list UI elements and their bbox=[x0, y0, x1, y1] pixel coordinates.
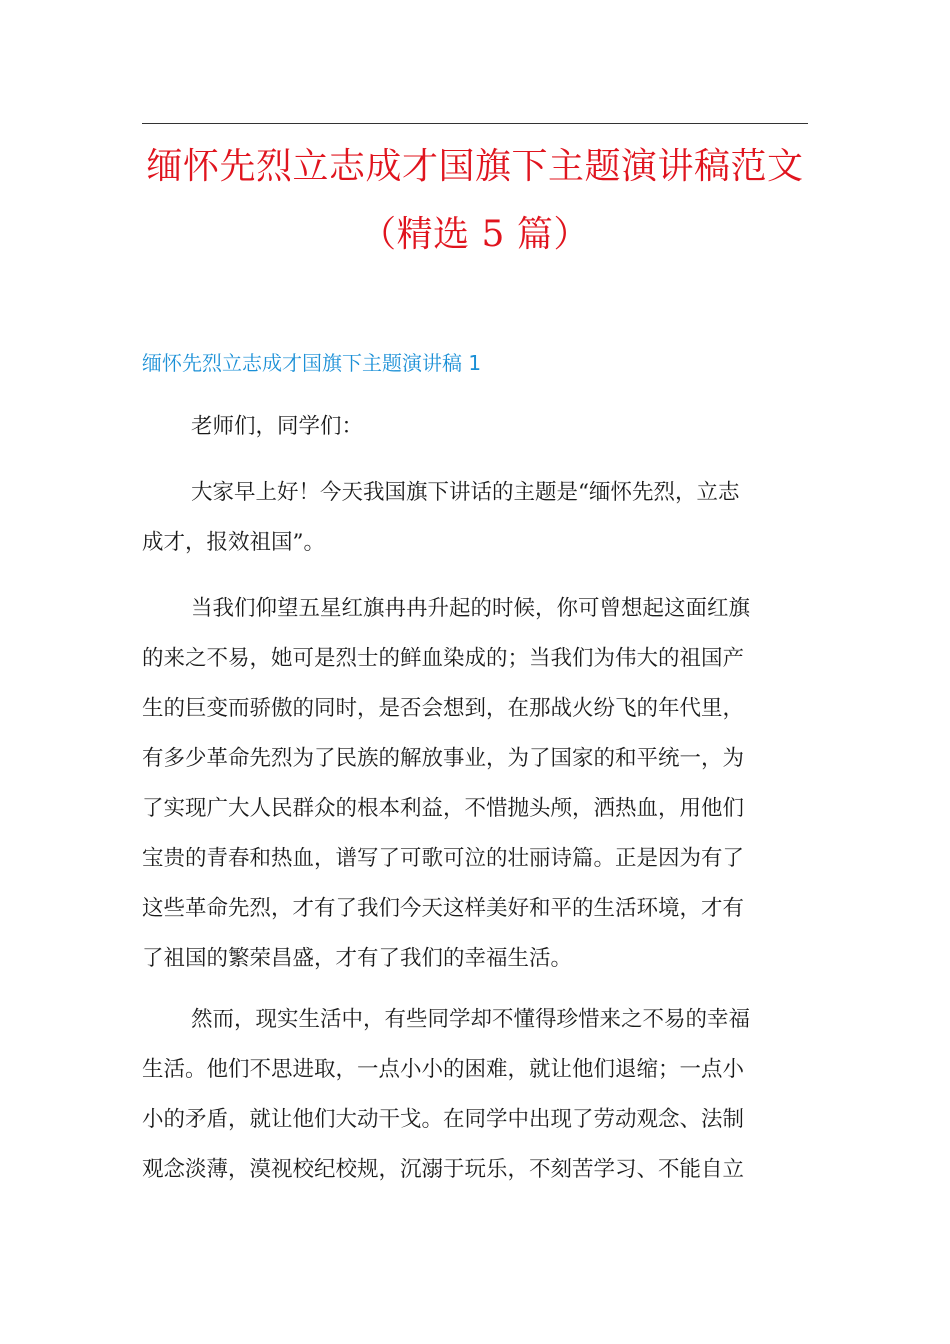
paragraph-line: 小的矛盾，就让他们大动干戈。在同学中出现了劳动观念、法制 bbox=[142, 1107, 745, 1132]
paragraph-martyrs bbox=[142, 584, 812, 984]
paragraph-line: 当我们仰望五星红旗冉冉升起的时候，你可曾想起这面红旗 bbox=[191, 596, 751, 621]
document-title-line-2: （精选 5 篇） bbox=[360, 214, 590, 255]
paragraph-line: 这些革命先烈，才有了我们今天这样美好和平的生活环境，才有 bbox=[142, 896, 745, 921]
paragraph-topic bbox=[142, 468, 812, 568]
paragraph-line: 大家早上好！今天我国旗下讲话的主题是“缅怀先烈，立志 bbox=[191, 480, 740, 505]
section-heading: 缅怀先烈立志成才国旗下主题演讲稿 1 bbox=[142, 351, 482, 375]
paragraph-line: 了实现广大人民群众的根本利益，不惜抛头颅，洒热血，用他们 bbox=[142, 796, 745, 821]
paragraph-line: 宝贵的青春和热血，谱写了可歌可泣的壮丽诗篇。正是因为有了 bbox=[142, 846, 745, 871]
paragraph-greeting bbox=[142, 402, 812, 452]
paragraph-line: 生的巨变而骄傲的同时，是否会想到，在那战火纷飞的年代里， bbox=[142, 696, 745, 721]
paragraph-line: 老师们，同学们： bbox=[191, 414, 364, 439]
header-rule bbox=[142, 123, 808, 124]
paragraph-line: 的来之不易，她可是烈士的鲜血染成的；当我们为伟大的祖国产 bbox=[142, 646, 745, 671]
paragraph-line: 成才，报效祖国”。 bbox=[142, 530, 325, 555]
paragraph-reality bbox=[142, 995, 812, 1195]
paragraph-line: 了祖国的繁荣昌盛，才有了我们的幸福生活。 bbox=[142, 946, 573, 971]
document-title-line-1: 缅怀先烈立志成才国旗下主题演讲稿范文 bbox=[146, 146, 804, 187]
paragraph-line: 然而，现实生活中，有些同学却不懂得珍惜来之不易的幸福 bbox=[191, 1007, 751, 1032]
paragraph-line: 观念淡薄，漠视校纪校规，沉溺于玩乐，不刻苦学习、不能自立 bbox=[142, 1157, 745, 1182]
paragraph-line: 有多少革命先烈为了民族的解放事业，为了国家的和平统一，为 bbox=[142, 746, 745, 771]
paragraph-line: 生活。他们不思进取，一点小小的困难，就让他们退缩；一点小 bbox=[142, 1057, 745, 1082]
